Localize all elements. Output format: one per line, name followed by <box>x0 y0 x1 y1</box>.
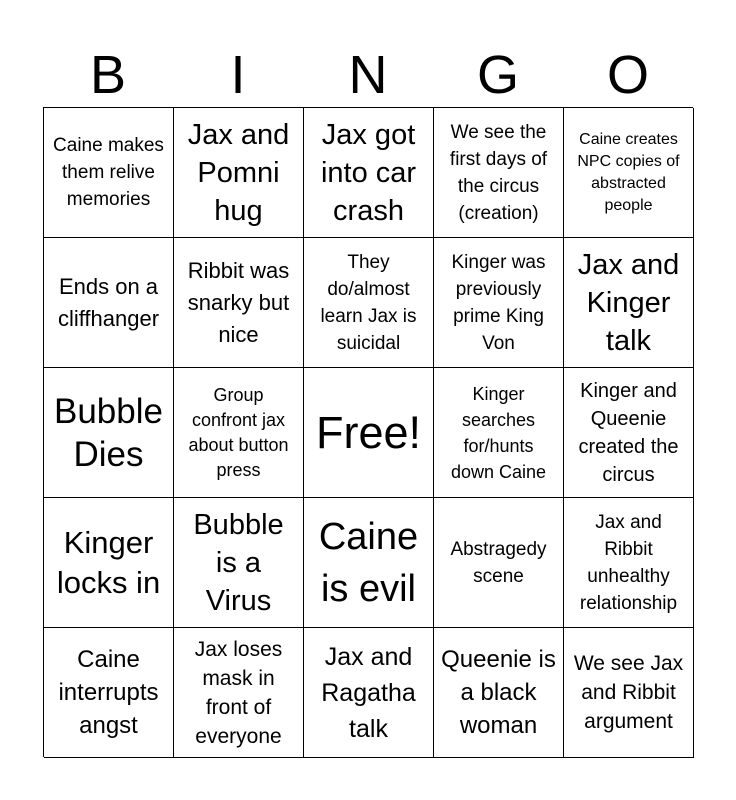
bingo-cell-r4-c4[interactable] <box>434 498 564 628</box>
cell-text: Ribbit was snarky but nice <box>187 257 290 347</box>
cell-text: Kinger and Queenie created the circus <box>578 379 679 486</box>
cell-text: Jax and Kinger talk <box>577 248 680 357</box>
bingo-cell-r4-c3[interactable] <box>304 498 434 628</box>
bingo-cell-r5-c3[interactable] <box>304 628 434 758</box>
bingo-cell-r5-c2[interactable] <box>174 628 304 758</box>
bingo-cell-r5-c5[interactable] <box>564 628 694 758</box>
bingo-cell-r3-c3-free[interactable] <box>304 368 434 498</box>
cell-text: Caine is evil <box>318 515 419 610</box>
bingo-cell-r1-c2[interactable] <box>174 108 304 238</box>
cell-text: They do/almost learn Jax is suicidal <box>320 251 417 354</box>
cell-text: Jax loses mask in front of everyone <box>194 637 283 748</box>
cell-text: Kinger was previously prime King Von <box>451 251 546 354</box>
cell-text: We see Jax and Ribbit argument <box>573 652 684 733</box>
bingo-cell-r2-c2[interactable] <box>174 238 304 368</box>
cell-text: Abstragedy scene <box>450 538 547 587</box>
bingo-cell-r1-c5[interactable] <box>564 108 694 238</box>
cell-text: Free! <box>315 406 422 458</box>
bingo-cell-r3-c1[interactable] <box>44 368 174 498</box>
bingo-cell-r2-c3[interactable] <box>304 238 434 368</box>
header-letter-n: N <box>348 45 388 105</box>
cell-text: Caine interrupts angst <box>58 646 159 739</box>
header-letter-i: I <box>230 45 246 105</box>
bingo-cell-r2-c5[interactable] <box>564 238 694 368</box>
bingo-cell-r4-c2[interactable] <box>174 498 304 628</box>
cell-text: Bubble Dies <box>54 391 163 474</box>
header-letter-b: B <box>89 45 127 105</box>
bingo-cell-r3-c4[interactable] <box>434 368 564 498</box>
bingo-grid <box>43 107 693 757</box>
cell-text: Jax and Pomni hug <box>187 118 290 227</box>
cell-text: Bubble is a Virus <box>193 508 284 617</box>
bingo-cell-r4-c1[interactable] <box>44 498 174 628</box>
bingo-cell-r5-c1[interactable] <box>44 628 174 758</box>
bingo-cell-r1-c3[interactable] <box>304 108 434 238</box>
bingo-header <box>43 42 693 108</box>
cell-text: Kinger locks in <box>56 524 161 600</box>
bingo-cell-r5-c4[interactable] <box>434 628 564 758</box>
cell-text: Caine makes them relive memories <box>53 135 164 210</box>
header-letter-o: O <box>606 45 649 105</box>
cell-text: Kinger searches for/hunts down Caine <box>450 383 547 482</box>
cell-text: Jax got into car crash <box>320 118 417 227</box>
cell-text: Group confront jax about button press <box>188 384 289 480</box>
cell-text: Caine creates NPC copies of abstracted people <box>577 130 680 214</box>
bingo-cell-r3-c5[interactable] <box>564 368 694 498</box>
bingo-cell-r2-c4[interactable] <box>434 238 564 368</box>
cell-text: Ends on a cliffhanger <box>57 273 160 331</box>
bingo-cell-r2-c1[interactable] <box>44 238 174 368</box>
bingo-cell-r4-c5[interactable] <box>564 498 694 628</box>
header-letter-g: G <box>476 45 519 105</box>
bingo-cell-r3-c2[interactable] <box>174 368 304 498</box>
cell-text: Queenie is a black woman <box>441 646 556 739</box>
bingo-cell-r1-c4[interactable] <box>434 108 564 238</box>
cell-text: Jax and Ribbit unhealthy relationship <box>579 511 678 614</box>
cell-text: Jax and Ragatha talk <box>321 642 416 743</box>
cell-text: We see the first days of the circus (creation) <box>449 121 548 224</box>
bingo-cell-r1-c1[interactable] <box>44 108 174 238</box>
